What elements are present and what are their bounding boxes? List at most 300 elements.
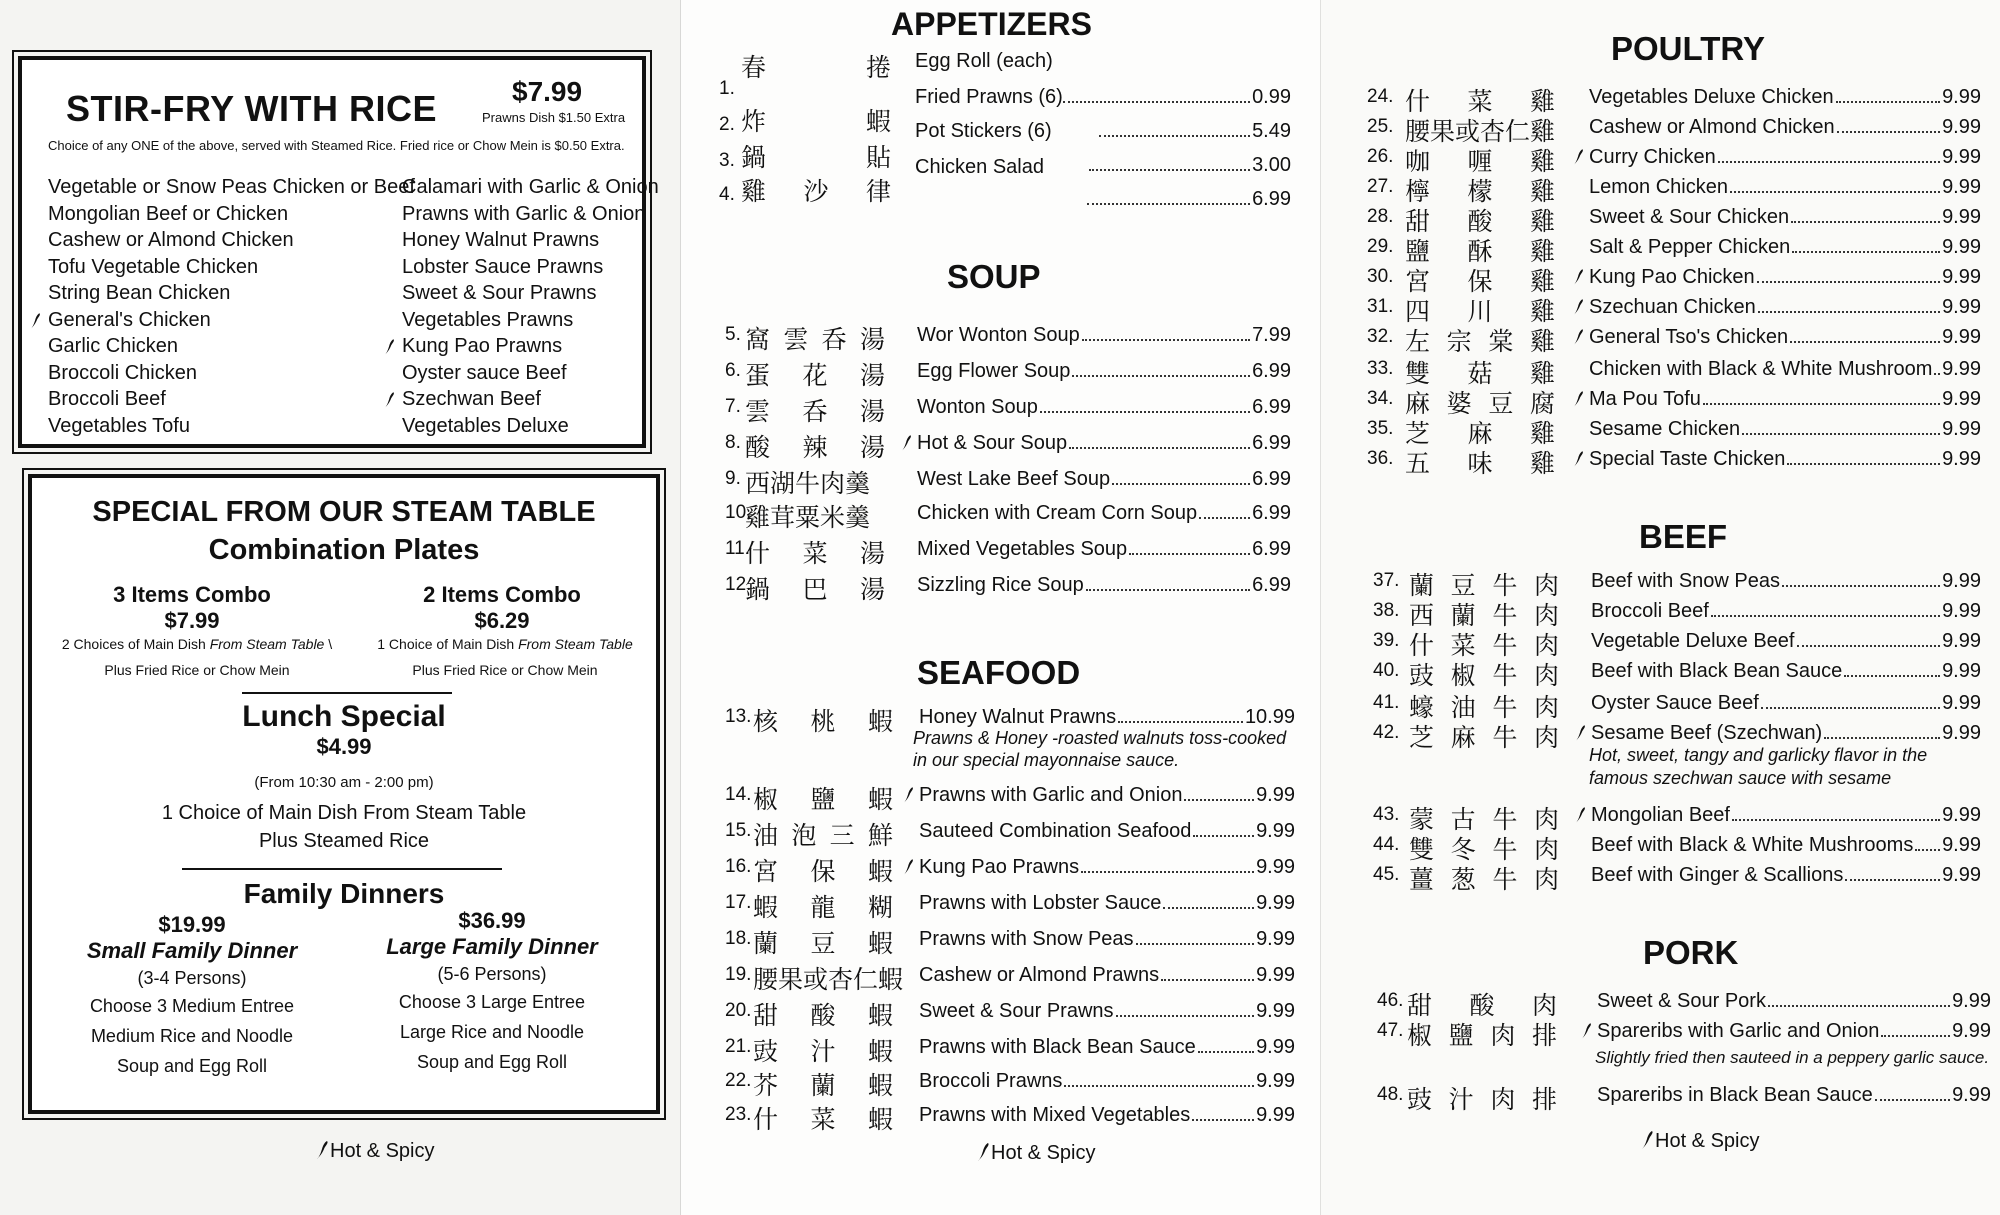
menu-item: [1589, 448, 1981, 471]
combo2-desc2: Plus Fried Rice or Chow Mein: [412, 662, 598, 678]
item-number: 30.: [1367, 266, 1394, 287]
item-chinese-name: [1407, 1080, 1557, 1116]
chinese-glyph-group: 咖: [1405, 147, 1431, 176]
dot-leader: [1845, 879, 1940, 881]
chinese-glyph-group: 椒: [1407, 1021, 1433, 1050]
chinese-glyph-group: 律: [865, 177, 891, 206]
menu-item: [919, 784, 1295, 807]
chinese-glyph-group: 檬: [1467, 177, 1493, 206]
dot-leader: [1086, 589, 1250, 591]
item-chinese-name: [753, 960, 904, 996]
divider: [242, 692, 452, 694]
chinese-glyph-group: 排: [1531, 1085, 1557, 1114]
menu-item-name: Egg Flower Soup: [917, 360, 1071, 382]
chinese-glyph-group: 牛: [1492, 835, 1518, 864]
dot-leader: [1163, 907, 1254, 909]
item-number: 3.: [719, 150, 735, 171]
menu-item: [1589, 146, 1981, 169]
menu-item: [1591, 600, 1981, 623]
menu-item: [1589, 358, 1981, 381]
stir-fry-item-label: Broccoli Beef: [48, 388, 166, 410]
chinese-glyph-group: 菜: [802, 539, 828, 568]
dot-leader: [1081, 871, 1254, 873]
menu-item-name: Mongolian Beef: [1591, 804, 1730, 826]
chinese-glyph-group: 雞: [1529, 177, 1555, 206]
menu-item-price: 9.99: [1942, 146, 1981, 168]
item-chinese-name: [1409, 656, 1559, 692]
chinese-glyph-group: 菜: [1467, 87, 1493, 116]
menu-item-name: Hot & Sour Soup: [917, 432, 1068, 454]
menu-item-price: 9.99: [1942, 630, 1981, 652]
stir-fry-box: [18, 56, 659, 448]
chinese-glyph-group: 鹽: [810, 785, 836, 814]
chinese-glyph-group: 酸: [810, 1001, 836, 1030]
chinese-glyph-group: 芝: [1405, 419, 1431, 448]
menu-item-price: 9.99: [1942, 206, 1981, 228]
small-family-price: $19.99: [158, 912, 226, 937]
item-number: 16.: [725, 856, 752, 877]
dot-leader: [1711, 615, 1940, 617]
menu-item-name: Beef with Ginger & Scallions: [1591, 864, 1844, 886]
menu-item-price: 9.99: [1942, 176, 1981, 198]
menu-item-name: Spareribs with Garlic and Onion: [1597, 1020, 1880, 1042]
divider: [182, 868, 502, 870]
dot-leader: [1129, 553, 1250, 555]
menu-item-price: 5.49: [1252, 120, 1291, 142]
honey-walnut-description-2: in our special mayonnaise sauce.: [913, 750, 1180, 770]
small-family-l1: Choose 3 Medium Entree: [89, 996, 295, 1016]
menu-item-price: 0.99: [1252, 86, 1291, 108]
item-number: 1.: [719, 78, 735, 99]
menu-item-price: 9.99: [1942, 388, 1981, 410]
stir-fry-item: [402, 174, 659, 201]
small-family-name: Small Family Dinner: [86, 938, 298, 963]
menu-item-name: General Tso's Chicken: [1589, 326, 1789, 348]
honey-walnut-description: Prawns & Honey -roasted walnuts toss-cooked: [913, 728, 1287, 748]
hot-spicy-label: Hot & Spicy: [991, 1142, 1096, 1164]
dot-leader: [1082, 339, 1250, 341]
chinese-glyph-group: 鹽: [1405, 237, 1431, 266]
menu-item-price: 7.99: [1252, 324, 1291, 346]
item-number: 6.: [725, 360, 741, 381]
stir-fry-item: [402, 307, 659, 334]
item-chinese-name: [1407, 1016, 1557, 1052]
dot-leader: [1193, 835, 1254, 837]
dot-leader: [1732, 819, 1940, 821]
lunch-price: $4.99: [316, 734, 372, 759]
chinese-glyph-group: 肉: [1533, 865, 1559, 894]
menu-item: [1589, 388, 1981, 411]
stir-fry-item-label: Honey Walnut Prawns: [402, 229, 600, 251]
chinese-glyph-group: 蘭: [1450, 601, 1476, 630]
menu-item-name: Oyster Sauce Beef: [1591, 692, 1759, 714]
menu-item: [919, 892, 1295, 915]
dot-leader: [1730, 191, 1940, 193]
large-family-l2: Large Rice and Noodle: [399, 1022, 585, 1042]
item-number: 29.: [1367, 236, 1394, 257]
poultry-title: POULTRY: [1611, 30, 1765, 67]
large-family-l3: Soup and Egg Roll: [416, 1052, 568, 1072]
item-number: 22.: [725, 1070, 752, 1091]
chinese-glyph-group: 什: [745, 539, 771, 568]
chinese-glyph-group: 巴: [802, 575, 828, 604]
chinese-glyph-group: 雞: [1529, 449, 1555, 478]
chinese-glyph-group: 川: [1467, 297, 1493, 326]
item-number: 24.: [1367, 86, 1394, 107]
chinese-glyph-group: 蘭: [753, 929, 779, 958]
chinese-glyph-group: 蘭: [1409, 571, 1435, 600]
left-page: [0, 0, 680, 1215]
menu-item-name: Sauteed Combination Seafood: [919, 820, 1192, 842]
dot-leader: [1099, 135, 1250, 137]
lunch-hours: (From 10:30 am - 2:00 pm): [254, 774, 434, 791]
hot-spicy-label: Hot & Spicy: [330, 1140, 435, 1162]
chinese-glyph-group: 貼: [865, 143, 891, 172]
menu-item: [919, 1036, 1295, 1059]
stir-fry-choice-note: Choice of any ONE of the above, served with Steamed Rice. Fried rice or Chow Mein is $0.50 Extra.: [48, 138, 625, 153]
chinese-glyph-group: 肉: [1490, 1021, 1516, 1050]
chinese-glyph-group: 油: [1450, 693, 1476, 722]
dot-leader: [1837, 131, 1940, 133]
large-family-name: Large Family Dinner: [386, 934, 598, 959]
menu-item: [1591, 864, 1981, 887]
item-number: 46.: [1377, 990, 1404, 1011]
stir-fry-item-label: Cashew or Almond Chicken: [48, 229, 294, 251]
menu-item-name: Prawns with Snow Peas: [919, 928, 1134, 950]
dot-leader: [1742, 433, 1940, 435]
dot-leader: [1844, 675, 1940, 677]
beef-title: BEEF: [1639, 518, 1728, 555]
chinese-glyph-group: 雲: [783, 325, 809, 354]
pepper-icon: [30, 311, 42, 329]
chinese-glyph-group: 蒙: [1409, 805, 1435, 834]
menu-item-price: 9.99: [1256, 1000, 1295, 1022]
item-number: 2.: [719, 114, 735, 135]
sesame-beef-description: Hot, sweet, tangy and garlicky flavor in the: [1589, 745, 1928, 765]
chinese-glyph-group: 豉: [1409, 661, 1435, 690]
item-number: 28.: [1367, 206, 1394, 227]
item-chinese-name: [745, 392, 885, 428]
item-number: 34.: [1367, 388, 1394, 409]
menu-item-name: Beef with Snow Peas: [1591, 570, 1780, 592]
menu-item-name: Vegetables Deluxe Chicken: [1589, 86, 1834, 108]
menu-item-price: 9.99: [1256, 1036, 1295, 1058]
menu-item: [917, 502, 1291, 525]
stir-fry-item: [402, 280, 659, 307]
menu-item-price-row: [1061, 86, 1291, 109]
chinese-glyph-group: 蛋: [745, 361, 771, 390]
stir-fry-list-left: [48, 174, 415, 439]
chinese-glyph-group: 檸: [1405, 177, 1431, 206]
chinese-glyph-group: 什: [1405, 87, 1431, 116]
chinese-glyph-group: 汁: [1448, 1085, 1474, 1114]
chinese-glyph-group: 麻: [1450, 723, 1476, 752]
menu-item: [919, 1070, 1295, 1093]
item-chinese-name: [745, 464, 885, 500]
item-number: 42.: [1373, 722, 1400, 743]
lunch-title: Lunch Special: [242, 700, 446, 733]
combo2-desc-a: 1 Choice of Main Dish: [377, 636, 519, 652]
chinese-glyph-group: 蠔: [1409, 693, 1435, 722]
menu-item-price: 9.99: [1942, 296, 1981, 318]
chinese-glyph-group: 鍋: [741, 143, 767, 172]
pepper-icon: [1573, 328, 1585, 351]
stir-fry-item: [402, 333, 659, 360]
chinese-glyph-group: 酸: [1469, 991, 1495, 1020]
chinese-glyph-group: 牛: [1492, 693, 1518, 722]
chinese-glyph-group: 保: [810, 857, 836, 886]
menu-item-price: 9.99: [1942, 236, 1981, 258]
item-chinese-name: [741, 48, 891, 84]
item-chinese-name: [741, 172, 891, 208]
dot-leader: [1118, 721, 1243, 723]
chinese-glyph-group: 捲: [865, 53, 891, 82]
chinese-glyph-group: 甜: [1405, 207, 1431, 236]
chinese-glyph-group: 核: [753, 707, 779, 736]
dot-leader: [1782, 585, 1940, 587]
chinese-glyph-group: 湯: [859, 361, 885, 390]
menu-item: [1589, 296, 1981, 319]
stir-fry-item: [48, 386, 415, 413]
chinese-glyph-group: 豆: [1450, 571, 1476, 600]
item-number: 12.: [725, 574, 752, 595]
menu-item: [1589, 176, 1981, 199]
pork-title: PORK: [1643, 934, 1739, 971]
chinese-glyph-group: 雞茸粟米羹: [745, 503, 871, 532]
menu-item: [1597, 990, 1991, 1013]
stir-fry-item-label: Vegetables Prawns: [402, 308, 574, 331]
chinese-glyph-group: 肉: [1533, 805, 1559, 834]
chinese-glyph-group: 雙: [1405, 359, 1431, 388]
menu-item: [1589, 326, 1981, 349]
menu-item-name: Honey Walnut Prawns: [919, 706, 1117, 728]
chinese-glyph-group: 古: [1450, 805, 1476, 834]
middle-page: [680, 0, 1320, 1215]
chinese-glyph-group: 湯: [859, 433, 885, 462]
lunch-line1: 1 Choice of Main Dish From Steam Table: [161, 802, 527, 824]
menu-item: [919, 1000, 1295, 1023]
chinese-glyph-group: 炸: [741, 107, 767, 136]
stir-fry-item-label: Lobster Sauce Prawns: [402, 255, 604, 278]
chinese-glyph-group: 肉: [1533, 631, 1559, 660]
pepper-icon: [903, 858, 915, 881]
item-chinese-name: [753, 702, 893, 738]
stir-fry-item: [48, 413, 415, 440]
menu-item: [1589, 86, 1981, 109]
dot-leader: [1934, 373, 1940, 375]
chinese-glyph-group: 椒: [753, 785, 779, 814]
menu-item: [917, 396, 1291, 419]
chinese-glyph-group: 甜: [753, 1001, 779, 1030]
pepper-icon: [1573, 148, 1585, 171]
menu-item-name: Special Taste Chicken: [1589, 448, 1786, 470]
stir-fry-title: STIR-FRY WITH RICE: [66, 88, 437, 129]
item-number: 43.: [1373, 804, 1400, 825]
item-number: 4.: [719, 184, 735, 205]
menu-item-price: 9.99: [1942, 722, 1981, 744]
stir-fry-item-label: Szechwan Beef: [402, 388, 541, 410]
combo3-name: 3 Items Combo: [113, 582, 271, 607]
chinese-glyph-group: 肉: [1533, 601, 1559, 630]
item-chinese-name: [1409, 860, 1559, 896]
steam-table-box: [28, 474, 660, 1114]
dot-leader: [1064, 1085, 1254, 1087]
hot-spicy-legend: [977, 1142, 1095, 1165]
menu-item-name: Szechuan Chicken: [1589, 296, 1756, 318]
item-chinese-name: [1405, 444, 1555, 480]
stir-fry-item: [48, 360, 415, 387]
menu-item: [1597, 1020, 1991, 1043]
chinese-glyph-group: 龍: [810, 893, 836, 922]
stir-fry-item-label: Calamari with Garlic & Onion: [402, 176, 659, 198]
menu-item-price: 9.99: [1952, 990, 1991, 1012]
item-number: 7.: [725, 396, 741, 417]
chinese-glyph-group: 湯: [859, 539, 885, 568]
item-number: 45.: [1373, 864, 1400, 885]
menu-item: [1589, 266, 1981, 289]
chinese-glyph-group: 雙: [1409, 835, 1435, 864]
item-chinese-name: [753, 1032, 893, 1068]
chinese-glyph-group: 蝦: [867, 785, 893, 814]
item-chinese-name: [753, 996, 893, 1032]
chinese-glyph-group: 婆: [1446, 389, 1472, 418]
pepper-icon: [1575, 806, 1587, 829]
chinese-glyph-group: 蘭: [810, 1071, 836, 1100]
chinese-glyph-group: 宗: [1446, 327, 1472, 356]
stir-fry-item: [48, 227, 415, 254]
menu-item-name: West Lake Beef Soup: [917, 468, 1111, 490]
chinese-glyph-group: 五: [1405, 449, 1431, 478]
menu-item-name: Curry Chicken: [1589, 146, 1716, 168]
item-number: 13.: [725, 706, 752, 727]
chinese-glyph-group: 湯: [859, 325, 885, 354]
chinese-glyph-group: 花: [802, 361, 828, 390]
menu-item: [1591, 630, 1981, 653]
stir-fry-item: [48, 254, 415, 281]
chinese-glyph-group: 牛: [1492, 601, 1518, 630]
stir-fry-item-label: Kung Pao Prawns: [402, 335, 563, 357]
menu-item: [919, 928, 1295, 951]
menu-item-name: Broccoli Prawns: [919, 1070, 1063, 1092]
menu-item-price: 6.99: [1252, 574, 1291, 596]
menu-item-name: Sweet & Sour Prawns: [919, 1000, 1114, 1022]
menu-item: [917, 360, 1291, 383]
chinese-glyph-group: 雞: [1529, 207, 1555, 236]
chinese-glyph-group: 呑: [821, 325, 847, 354]
dot-leader: [1161, 979, 1254, 981]
item-number: 48.: [1377, 1084, 1404, 1105]
menu-item-name: Mixed Vegetables Soup: [917, 538, 1128, 560]
menu-item: [1591, 660, 1981, 683]
chinese-glyph-group: 雲: [745, 397, 771, 426]
menu-item: [1591, 570, 1981, 593]
chinese-glyph-group: 豉: [753, 1037, 779, 1066]
dot-leader: [1112, 483, 1250, 485]
pepper-icon: [1573, 268, 1585, 291]
item-number: 23.: [725, 1104, 752, 1125]
stir-fry-item: [48, 333, 415, 360]
item-number: 17.: [725, 892, 752, 913]
chinese-glyph-group: 肉: [1533, 723, 1559, 752]
chinese-glyph-group: 酸: [1467, 207, 1493, 236]
chinese-glyph-group: 豉: [1407, 1085, 1433, 1114]
chinese-glyph-group: 蝦: [867, 929, 893, 958]
chinese-glyph-group: 牛: [1492, 661, 1518, 690]
dot-leader: [1072, 375, 1250, 377]
item-chinese-name: [753, 852, 893, 888]
menu-item: [1591, 692, 1981, 715]
item-number: 19.: [725, 964, 752, 985]
item-chinese-name: [745, 320, 885, 356]
menu-item-price: 9.99: [1942, 116, 1981, 138]
chinese-glyph-group: 菇: [1467, 359, 1493, 388]
chinese-glyph-group: 西: [1409, 601, 1435, 630]
chinese-glyph-group: 雞: [1529, 327, 1555, 356]
dot-leader: [1768, 1005, 1950, 1007]
stir-fry-item-label: Vegetable or Snow Peas Chicken or Beef: [48, 176, 415, 198]
combo3-desc: 2 Choices of Main Dish From Steam Table \: [61, 636, 333, 652]
menu-item-name: Chicken Salad: [915, 156, 1044, 178]
chinese-glyph-group: 辣: [802, 433, 828, 462]
chinese-glyph-group: 冬: [1450, 835, 1476, 864]
item-number: 9.: [725, 468, 741, 489]
menu-item-name: Wonton Soup: [917, 396, 1038, 418]
stir-fry-item: [48, 201, 415, 228]
dot-leader: [1790, 341, 1940, 343]
menu-item-name: Fried Prawns (6): [915, 86, 1063, 108]
dot-leader: [1718, 161, 1940, 163]
combo2-desc-b: From Steam Table: [518, 636, 633, 652]
menu-item-name: Prawns with Mixed Vegetables: [919, 1104, 1191, 1126]
dot-leader: [1797, 645, 1941, 647]
stir-fry-item-label: String Bean Chicken: [48, 282, 231, 304]
item-number: 10.: [725, 502, 752, 523]
menu-item-name: Sesame Beef (Szechwan): [1591, 722, 1823, 744]
seafood-title: SEAFOOD: [917, 654, 1081, 691]
hot-spicy-label: Hot & Spicy: [1655, 1130, 1760, 1152]
chinese-glyph-group: 蝦: [867, 1037, 893, 1066]
item-number: 47.: [1377, 1020, 1404, 1041]
dot-leader: [1757, 281, 1940, 283]
hot-spicy-legend: [1641, 1130, 1759, 1153]
menu-item: [1591, 834, 1981, 857]
chinese-glyph-group: 湯: [859, 575, 885, 604]
chinese-glyph-group: 泡: [791, 821, 817, 850]
menu-item: [917, 468, 1291, 491]
large-family-persons: (5-6 Persons): [437, 964, 547, 984]
chinese-glyph-group: 薑: [1409, 865, 1435, 894]
menu-item-price: 6.99: [1252, 396, 1291, 418]
menu-item-price: 3.00: [1252, 154, 1291, 176]
chinese-glyph-group: 蝦: [867, 857, 893, 886]
chinese-glyph-group: 左: [1405, 327, 1431, 356]
chinese-glyph-group: 鍋: [745, 575, 771, 604]
chinese-glyph-group: 什: [753, 1105, 779, 1134]
dot-leader: [1875, 1099, 1950, 1101]
chinese-glyph-group: 牛: [1492, 805, 1518, 834]
menu-item-price: 9.99: [1256, 928, 1295, 950]
combo2-desc: [360, 636, 650, 652]
menu-item-price: 9.99: [1942, 660, 1981, 682]
chinese-glyph-group: 肉: [1533, 693, 1559, 722]
item-chinese-name: [741, 102, 891, 138]
chinese-glyph-group: 汁: [810, 1037, 836, 1066]
item-number: 40.: [1373, 660, 1400, 681]
large-family-l1: Choose 3 Large Entree: [398, 992, 586, 1012]
item-number: 8.: [725, 432, 741, 453]
menu-item-price: 10.99: [1244, 706, 1295, 728]
menu-item-price: 9.99: [1256, 784, 1295, 806]
